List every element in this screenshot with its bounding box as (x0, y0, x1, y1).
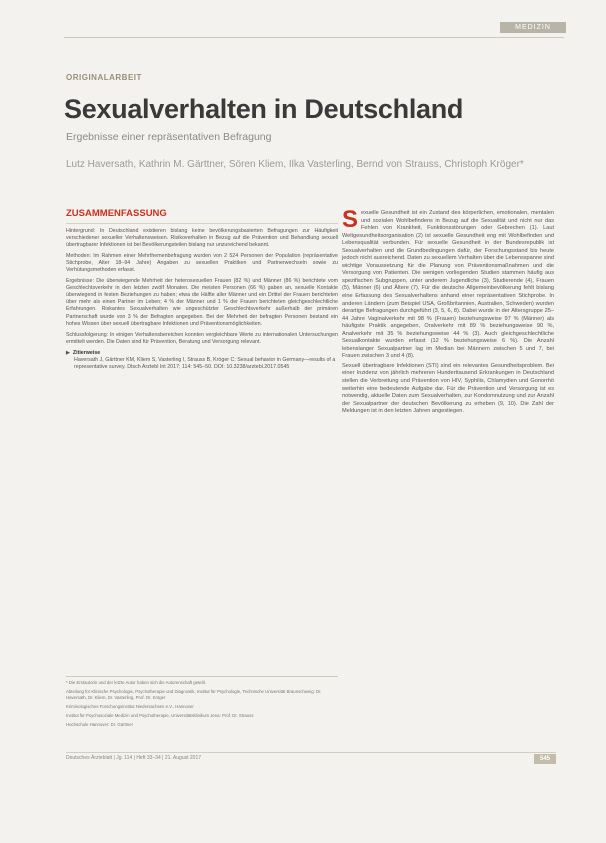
page-number: 545 (534, 754, 556, 764)
body-paragraph: Sexuell übertragbare Infektionen (STI) sind ein relevantes Gesundheitsproblem. Bei einer Inzidenz von jährlich mehreren Hunderttausend Erkrankungen in Deutschland stellen die Verbreitung und Prävention von HIV, Syphilis, Chlamydien und Gonorrhö weiterhin eine bedeutende Aufgabe dar. Für die Prävention und Versorgung ist es notwendig, aktuelle Daten zum Sexualverhalten, zur Kondomnutzung und zur Anzahl der Sexualpartner der deutschen Bevölkerung zu erheben (9, 10). Die Zahl der Meldungen ist in den letzten Jahren angestiegen. (342, 362, 554, 415)
journal-info: Deutsches Ärzteblatt | Jg. 114 | Heft 33–34 | 21. August 2017 (66, 755, 201, 761)
body-text (342, 206, 554, 418)
citation-heading: ▶ Zitierweise (66, 350, 338, 357)
summary-conclusion: Schlussfolgerung: In einigen Verhaltensbereichen konnten vergleichbare Werte zu internationalen Untersuchungen ermittelt werden. Die Daten sind für Prävention, Beratung und Versorgung relevant. (66, 331, 338, 345)
section-tag: MEDIZIN (500, 22, 566, 33)
top-rule (64, 37, 564, 38)
summary-box (66, 208, 338, 371)
article-subtitle: Ergebnisse einer repräsentativen Befragung (66, 131, 272, 143)
drop-cap: S (342, 206, 359, 233)
summary-heading: ZUSAMMENFASSUNG (66, 208, 167, 219)
citation-text: Haversath J, Gärttner KM, Kliem S, Vasterling I, Strauss B, Kröger C: Sexual behavior in Germany—results of a representative survey. Dtsch Arztebl Int 2017; 114: 545–50. DOI: 10.3238/arztebl.2017.0545 (74, 356, 336, 370)
footnote: Institut für Psychosoziale Medizin und Psychotherapie, Universitätsklinikum Jena: Prof. Dr. Strauss (66, 713, 254, 718)
footnote: Abteilung für Klinische Psychologie, Psychotherapie und Diagnostik, Institut für Psychologie, Technische Universität Braunschweig: Dr. Haversath, Dr. Kliem, Dr. Vasterling, Prof. Dr. Kröger (66, 689, 322, 700)
footnote: * Die Erstautorin und der letzte Autor haben sich die Autorenschaft geteilt. (66, 680, 206, 685)
author-list: Lutz Haversath, Kathrin M. Gärttner, Sören Kliem, Ilka Vasterling, Bernd von Strauss, Christoph Kröger* (66, 159, 524, 170)
article-title: Sexualverhalten in Deutschland (64, 94, 464, 124)
summary-methods: Methoden: Im Rahmen einer Mehrthemenbefragung wurden von 2 524 Personen der Population (repräsentative Stichprobe, Alter 18–94 Jahre) Angaben zu sexuellen Praktiken und Partnerwechseln sowie zu Verhütungsmethoden erfasst. (66, 253, 338, 274)
footnote: Kriminologisches Forschungsinstitut Niedersachsen e.V., Hannover (66, 704, 194, 709)
page-footer (66, 752, 556, 765)
summary-background: Hintergrund: In Deutschland existieren bislang keine bevölkerungsbasierten Befragungen zur Häufigkeit verschiedener sexueller Verhaltensweisen. Risikoverhalten in Bezug auf die Prävention und Behandlung sexuell übertragbarer Infektionen ist bei Bevölkerungsteilen bislang nur unzureichend bekannt. (66, 228, 338, 249)
footnotes (66, 676, 338, 731)
citation-block (66, 350, 338, 371)
article-type-label: ORIGINALARBEIT (66, 73, 142, 82)
summary-divider (66, 223, 338, 224)
body-paragraph: exuelle Gesundheit ist ein Zustand des körperlichen, emotionalen, mentalen und sozialen Wohlbefindens in Bezug auf die Sexualität und nicht nur das Fehlen von Krankheit, Funktionsstörungen oder Gebrechen (1). Laut Weltgesundheitsorganisation (2) ist sexuelle Gesundheit eng mit Wohlbefinden und Lebensqualität verbunden. Für sexuelle Gesundheit in der Bundesrepublik ist Sexualverhalten und die Grundbedingungen dafür, der Forschungsstand bis heute jedoch nicht ausreichend. Daten zu sexuellem Verhalten über die Lebensspanne sind wichtige Voraussetzung für die Planung von Präventionsmaßnahmen und die Versorgung von Patienten. Die wenigen vorliegenden Studien stammen häufig aus spezifischen Subgruppen, unter anderem Jugendliche (3), Studierende (4), Frauen (5), Männer (6) und Ältere (7). Für die deutsche Allgemeinbevölkerung fehlt bislang eine Erfassung des Sexualverhaltens anhand einer repräsentativen Stichprobe. In anderen Ländern (zum Beispiel USA, Großbritannien, Australien, Schweden) wurden derartige Befragungen durchgeführt (3, 5, 6, 8). Dabei wurde in der Altersgruppe 25–44 Jahre Vaginalverkehr mit 98 % (Frauen) beziehungsweise 97 % (Männer) als häufigste Praktik angegeben, Oralverkehr mit 89 % beziehungsweise 90 %, Analverkehr mit 35 % beziehungsweise 44 % (3). Auch gleichgeschlechtliche Sexualkontakte wurden erfasst (12 % beziehungsweise 6 %). Die Anzahl lebenslanger Sexualpartner lag im Median bei Männern zwischen 5 und 7, bei Frauen zwischen 3 und 4 (8). (342, 210, 554, 360)
summary-results: Ergebnisse: Die überwiegende Mehrheit der heterosexuellen Frauen (82 %) und Männer (86 %) berichtete vom Geschlechtsverkehr in den letzten zwölf Monaten. Die meisten Personen (66 %) gaben an, sexuelle Kontakte überwiegend in festen Beziehungen zu haben; etwa die Hälfte aller Männer und ein Drittel der Frauen berichteten über mehr als einen Partner im Leben; 4 % der Männer und 1 % der Frauen berichteten gleichgeschlechtliche Erfahrungen. Riskantes Sexualverhalten wie ungeschützter Geschlechtsverkehr außerhalb der primären Partnerschaft wurde von 3 % der Befragten angegeben. Bei der Mehrheit der befragten Personen bestand ein hohes Wissen über sexuell übertragbare Infektionen und Präventionsmöglichkeiten. (66, 278, 338, 327)
footnote-divider (66, 676, 338, 677)
footnote: Hochschule Hannover: Dr. Gärttner (66, 722, 134, 727)
